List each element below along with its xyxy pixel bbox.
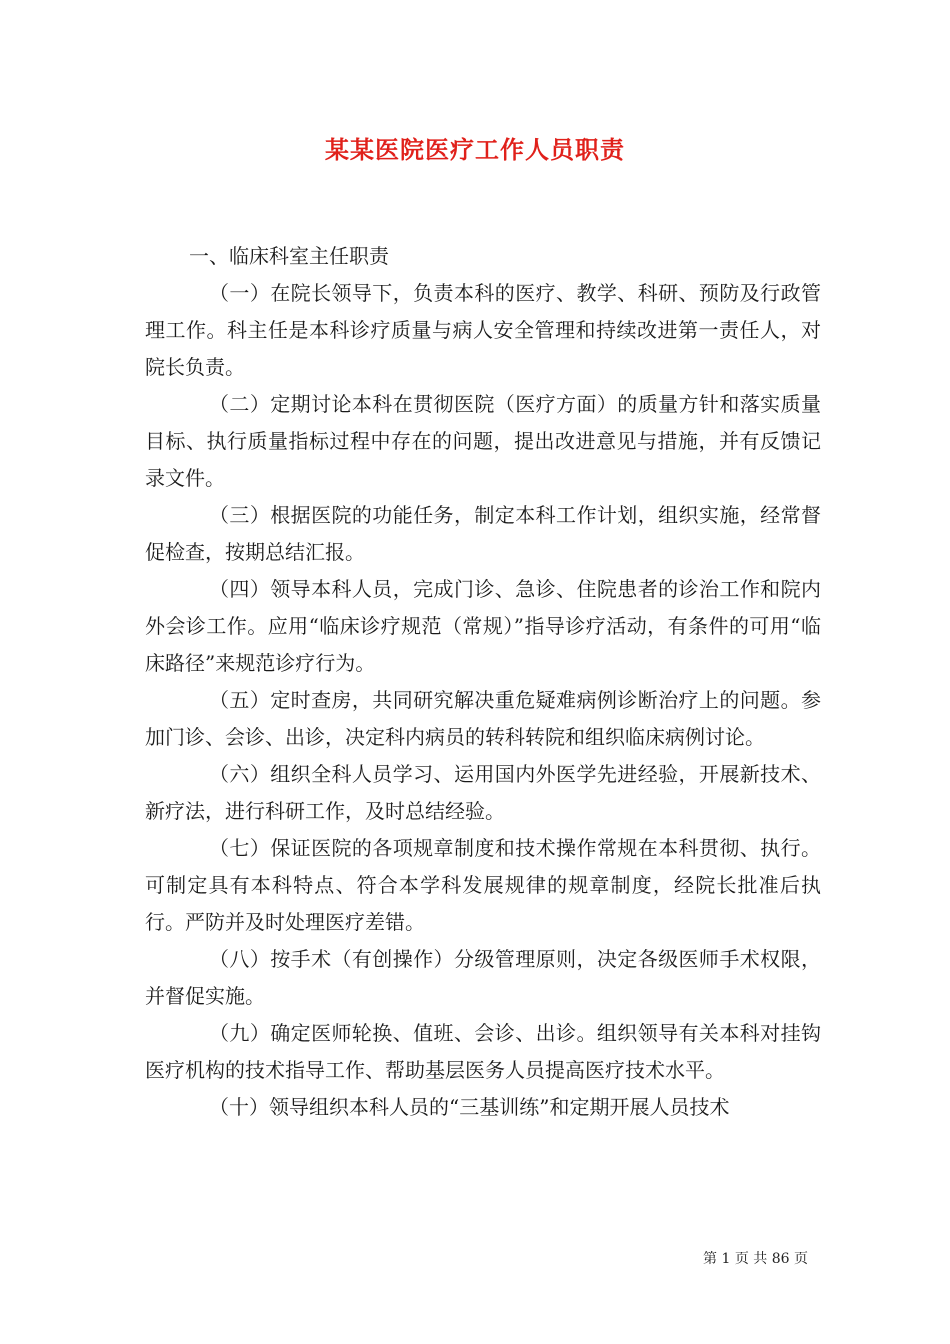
paragraph-1: （一）在院长领导下，负责本科的医疗、教学、科研、预防及行政管理工作。科主任是本科诊疗质量与病人安全管理和持续改进第一责任人，对院长负责。 bbox=[145, 281, 821, 379]
paragraph-10: （十）领导组织本科人员的“三基训练”和定期开展人员技术 bbox=[209, 1095, 730, 1119]
document-body bbox=[145, 238, 821, 1126]
paragraph-5: （五）定时查房，共同研究解决重危疑难病例诊断治疗上的问题。参加门诊、会诊、出诊，决定科内病员的转科转院和组织临床病例讨论。 bbox=[145, 688, 821, 749]
paragraph-6: （六）组织全科人员学习、运用国内外医学先进经验，开展新技术、新疗法，进行科研工作，及时总结经验。 bbox=[145, 762, 821, 823]
section-heading: 一、临床科室主任职责 bbox=[189, 244, 389, 268]
page-number-footer: 第 1 页 共 86 页 bbox=[703, 1251, 808, 1267]
paragraph-2: （二）定期讨论本科在贯彻医院（医疗方面）的质量方针和落实质量目标、执行质量指标过程中存在的问题，提出改进意见与措施，并有反馈记录文件。 bbox=[145, 392, 821, 490]
paragraph-9: （九）确定医师轮换、值班、会诊、出诊。组织领导有关本科对挂钩医疗机构的技术指导工作、帮助基层医务人员提高医疗技术水平。 bbox=[145, 1021, 821, 1082]
paragraph-8: （八）按手术（有创操作）分级管理原则，决定各级医师手术权限，并督促实施。 bbox=[145, 947, 821, 1008]
paragraph-3: （三）根据医院的功能任务，制定本科工作计划，组织实施，经常督促检查，按期总结汇报。 bbox=[145, 503, 821, 564]
paragraph-4: （四）领导本科人员，完成门诊、急诊、住院患者的诊治工作和院内外会诊工作。应用“临床诊疗规范（常规）”指导诊疗活动，有条件的可用“临床路径”来规范诊疗行为。 bbox=[145, 577, 821, 675]
document-title: 某某医院医疗工作人员职责 bbox=[325, 135, 625, 164]
paragraph-7: （七）保证医院的各项规章制度和技术操作常规在本科贯彻、执行。可制定具有本科特点、符合本学科发展规律的规章制度，经院长批准后执行。严防并及时处理医疗差错。 bbox=[145, 836, 821, 934]
